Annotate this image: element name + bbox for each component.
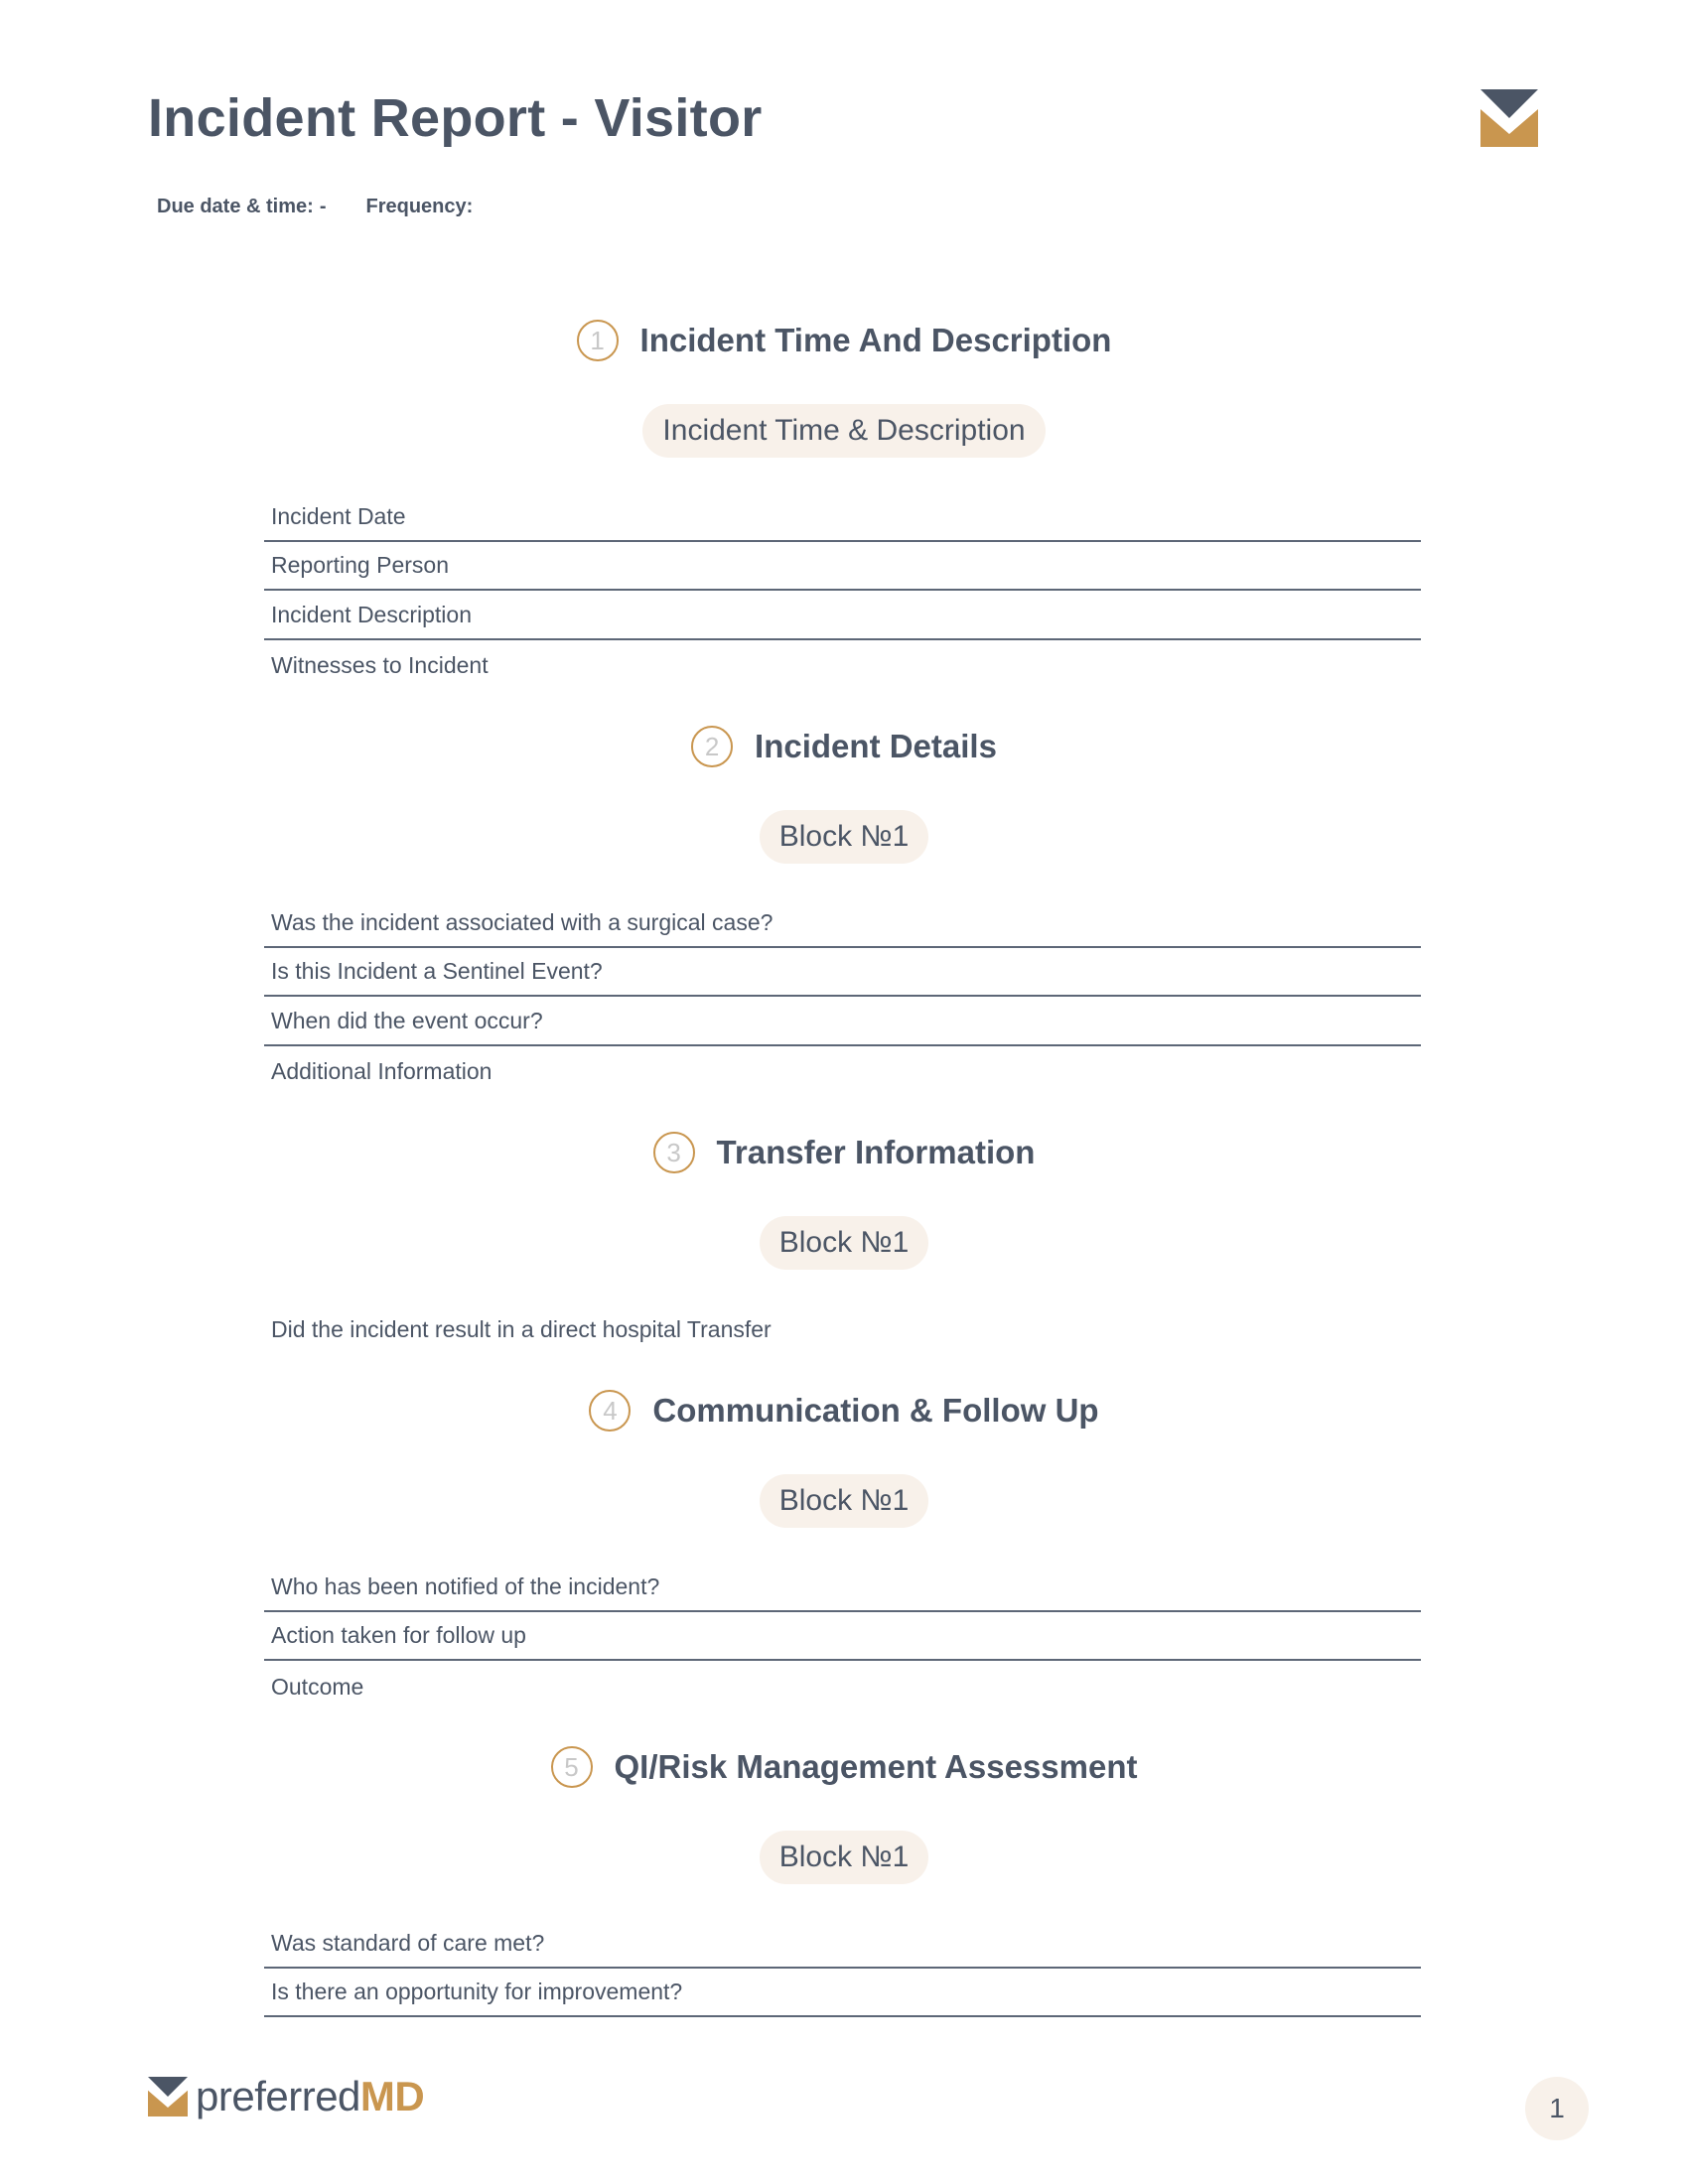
block-label [0,1474,1688,1528]
form-field: Who has been notified of the incident? [264,1564,1421,1612]
form-field: Was the incident associated with a surgical case? [264,899,1421,948]
check-mark-logo-icon [1480,89,1538,147]
footer-brand-logo [148,2073,424,2120]
block-label [0,1216,1688,1270]
check-mark-logo-icon [148,2077,188,2116]
form-field: Did the incident result in a direct hospital Transfer [271,1316,772,1342]
form-field: When did the event occur? [264,998,1421,1046]
section-number: 3 [653,1132,695,1173]
section-title: Transfer Information [716,1134,1036,1170]
form-field: Incident Date [264,493,1421,542]
brand-name: preferredMD [196,2073,425,2119]
section-4-header [0,1390,1688,1432]
form-field: Is there an opportunity for improvement? [264,1969,1421,2017]
section-3-header [0,1132,1688,1173]
section-2-header [0,726,1688,767]
section-title: Communication & Follow Up [652,1392,1099,1429]
block-label-text: Incident Time & Description [642,404,1045,458]
block-label-text: Block №1 [760,1474,929,1528]
section-title: Incident Time And Description [639,322,1112,358]
report-meta [157,196,473,218]
block-label [0,810,1688,864]
form-field: Was standard of care met? [264,1920,1421,1969]
form-field: Additional Information [271,1058,492,1084]
block-label [0,1831,1688,1884]
section-title: QI/Risk Management Assessment [614,1748,1138,1785]
section-number: 1 [577,320,619,361]
due-date-label: Due date & time: [157,196,314,217]
due-date-value: - [319,196,327,217]
block-label-text: Block №1 [760,1216,929,1270]
section-1-header [0,320,1688,361]
form-field: Incident Description [264,592,1421,640]
section-5-header [0,1746,1688,1788]
section-number: 2 [691,726,733,767]
section-number: 5 [551,1746,593,1788]
frequency-label: Frequency: [365,196,474,217]
form-field: Action taken for follow up [264,1612,1421,1661]
section-number: 4 [589,1390,631,1432]
page-title: Incident Report - Visitor [148,88,763,148]
form-field: Reporting Person [264,542,1421,591]
section-title: Incident Details [755,728,997,764]
block-label [0,404,1688,458]
form-field: Outcome [271,1674,364,1700]
block-label-text: Block №1 [760,810,929,864]
form-field: Is this Incident a Sentinel Event? [264,948,1421,997]
form-field: Witnesses to Incident [271,652,489,678]
block-label-text: Block №1 [760,1831,929,1884]
page-number: 1 [1525,2077,1589,2140]
